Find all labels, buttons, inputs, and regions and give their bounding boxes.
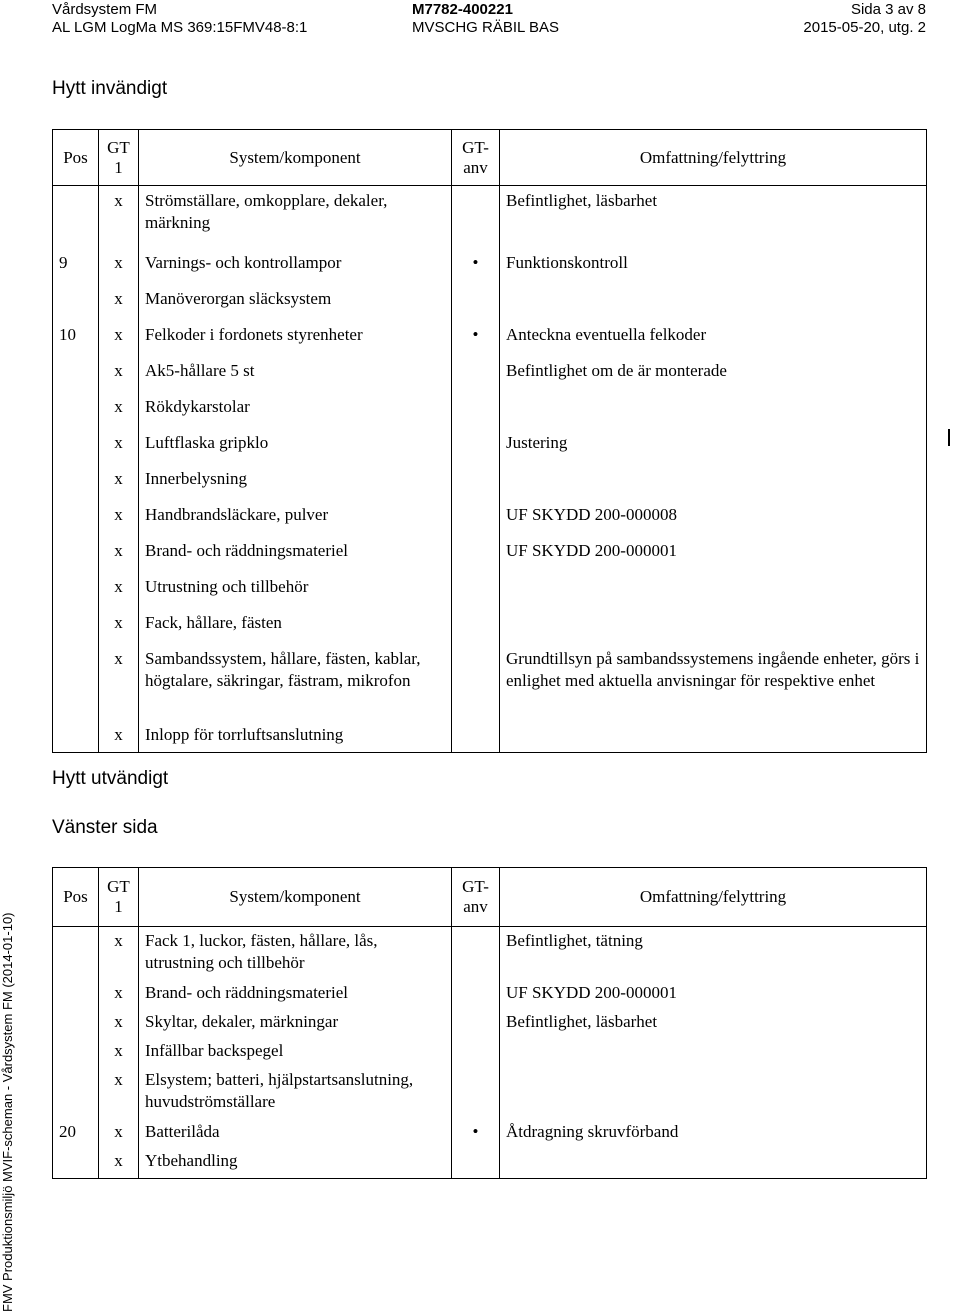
cell-omfattning: Anteckna eventuella felkoder — [500, 317, 927, 353]
table-row — [53, 497, 927, 533]
cell-gt1: x — [99, 979, 139, 1008]
cell-omfattning: Befintlighet, tätning — [500, 927, 927, 979]
header-row-1 — [52, 1, 926, 19]
cell-gt1: x — [99, 717, 139, 753]
cell-gt1: x — [99, 317, 139, 353]
cell-system: Manöverorgan släcksystem — [139, 281, 452, 317]
col-header-omfattning: Omfattning/felyttring — [500, 130, 927, 186]
cell-gt1: x — [99, 533, 139, 569]
cell-gt1: x — [99, 186, 139, 245]
cell-system: Rökdykarstolar — [139, 389, 452, 425]
cell-pos — [53, 1147, 99, 1179]
table-row — [53, 927, 927, 979]
cell-gt1: x — [99, 1008, 139, 1037]
cell-system: Felkoder i fordonets styrenheter — [139, 317, 452, 353]
table-row — [53, 533, 927, 569]
cell-pos — [53, 497, 99, 533]
cell-gt1: x — [99, 1147, 139, 1179]
cell-gt-anv — [452, 186, 500, 245]
cell-gt1: x — [99, 605, 139, 641]
table-body — [53, 186, 927, 753]
cell-omfattning — [500, 605, 927, 641]
cell-pos — [53, 1066, 99, 1118]
cell-system: Sambandssystem, hållare, fästen, kablar, högtalare, säkringar, fästram, mikrofon — [139, 641, 452, 717]
cell-gt-anv: • — [452, 245, 500, 281]
table-body — [53, 927, 927, 1179]
table-row — [53, 245, 927, 281]
table-hytt-invandigt — [52, 129, 927, 753]
section-title-hytt-invandigt: Hytt invändigt — [52, 78, 168, 99]
cell-gt1: x — [99, 641, 139, 717]
cell-system: Luftflaska gripklo — [139, 425, 452, 461]
cell-gt-anv — [452, 281, 500, 317]
table-row — [53, 979, 927, 1008]
table-hytt-utvandigt — [52, 867, 927, 1179]
section-subtitle-vanster-sida: Vänster sida — [52, 817, 158, 838]
table-row — [53, 605, 927, 641]
cell-omfattning — [500, 281, 927, 317]
cell-gt-anv — [452, 717, 500, 753]
cell-system: Elsystem; batteri, hjälpstartsanslutning, huvudströmställare — [139, 1066, 452, 1118]
cell-pos — [53, 979, 99, 1008]
revision-bar — [948, 429, 950, 446]
table-row — [53, 641, 927, 717]
cell-gt1: x — [99, 1037, 139, 1066]
cell-gt-anv — [452, 569, 500, 605]
cell-gt1: x — [99, 281, 139, 317]
table-row — [53, 281, 927, 317]
cell-gt-anv — [452, 605, 500, 641]
cell-gt1: x — [99, 1066, 139, 1118]
cell-system: Strömställare, omkopplare, dekaler, märkning — [139, 186, 452, 245]
cell-gt-anv: • — [452, 317, 500, 353]
cell-omfattning: Funktionskontroll — [500, 245, 927, 281]
col-header-gt1: GT 1 — [99, 868, 139, 927]
cell-gt-anv — [452, 1037, 500, 1066]
cell-omfattning — [500, 1037, 927, 1066]
cell-omfattning — [500, 569, 927, 605]
cell-system: Ytbehandling — [139, 1147, 452, 1179]
table-row — [53, 317, 927, 353]
table-row — [53, 1008, 927, 1037]
header-row-2 — [52, 19, 926, 37]
col-header-gt1: GT 1 — [99, 130, 139, 186]
cell-omfattning: Åtdragning skruvförband — [500, 1118, 927, 1147]
cell-system: Skyltar, dekaler, märkningar — [139, 1008, 452, 1037]
cell-gt1: x — [99, 245, 139, 281]
cell-system: Ak5-hållare 5 st — [139, 353, 452, 389]
cell-gt1: x — [99, 569, 139, 605]
cell-pos — [53, 717, 99, 753]
cell-gt-anv — [452, 533, 500, 569]
cell-pos: 20 — [53, 1118, 99, 1147]
cell-gt-anv — [452, 497, 500, 533]
cell-pos — [53, 533, 99, 569]
col-header-pos: Pos — [53, 868, 99, 927]
col-header-gt-anv: GT- anv — [452, 868, 500, 927]
cell-gt-anv — [452, 1008, 500, 1037]
table-row — [53, 717, 927, 753]
table-row — [53, 1066, 927, 1118]
cell-omfattning: UF SKYDD 200-000008 — [500, 497, 927, 533]
cell-pos — [53, 605, 99, 641]
table-row — [53, 461, 927, 497]
cell-pos: 9 — [53, 245, 99, 281]
cell-system: Inlopp för torrluftsanslutning — [139, 717, 452, 753]
cell-omfattning — [500, 461, 927, 497]
table-row — [53, 569, 927, 605]
cell-gt-anv — [452, 1147, 500, 1179]
sidebar-footer-text: FMV Produktionsmiljö MVIF-scheman - Vårdsystem FM (2014-01-10) — [0, 912, 15, 1312]
cell-omfattning: UF SKYDD 200-000001 — [500, 979, 927, 1008]
cell-pos — [53, 1037, 99, 1066]
col-header-pos: Pos — [53, 130, 99, 186]
cell-gt-anv: • — [452, 1118, 500, 1147]
cell-pos — [53, 353, 99, 389]
cell-pos — [53, 425, 99, 461]
header-reference: AL LGM LogMa MS 369:15FMV48-8:1 — [52, 19, 308, 36]
cell-system: Innerbelysning — [139, 461, 452, 497]
cell-system: Brand- och räddningsmateriel — [139, 979, 452, 1008]
cell-pos — [53, 1008, 99, 1037]
cell-gt-anv — [452, 461, 500, 497]
table-row — [53, 1037, 927, 1066]
cell-gt1: x — [99, 927, 139, 979]
cell-omfattning: Befintlighet, läsbarhet — [500, 1008, 927, 1037]
cell-gt1: x — [99, 353, 139, 389]
col-header-omfattning: Omfattning/felyttring — [500, 868, 927, 927]
section-title-hytt-utvandigt: Hytt utvändigt — [52, 768, 169, 789]
cell-pos — [53, 281, 99, 317]
header-document-number: M7782-400221 — [412, 1, 513, 18]
cell-pos — [53, 461, 99, 497]
cell-pos — [53, 927, 99, 979]
col-header-gt-anv: GT- anv — [452, 130, 500, 186]
cell-omfattning — [500, 1066, 927, 1118]
table-row — [53, 186, 927, 245]
header-date-edition: 2015-05-20, utg. 2 — [803, 19, 926, 36]
cell-gt-anv — [452, 979, 500, 1008]
cell-pos — [53, 186, 99, 245]
col-header-system: System/komponent — [139, 130, 452, 186]
cell-system: Handbrandsläckare, pulver — [139, 497, 452, 533]
cell-system: Infällbar backspegel — [139, 1037, 452, 1066]
table-header-row — [53, 868, 927, 927]
cell-gt1: x — [99, 389, 139, 425]
cell-system: Batterilåda — [139, 1118, 452, 1147]
cell-system: Brand- och räddningsmateriel — [139, 533, 452, 569]
cell-gt-anv — [452, 641, 500, 717]
cell-system: Fack, hållare, fästen — [139, 605, 452, 641]
cell-omfattning — [500, 1147, 927, 1179]
table-header-row — [53, 130, 927, 186]
cell-gt-anv — [452, 353, 500, 389]
cell-gt1: x — [99, 461, 139, 497]
page-header — [52, 1, 926, 37]
table-row — [53, 389, 927, 425]
cell-omfattning — [500, 389, 927, 425]
cell-gt1: x — [99, 497, 139, 533]
cell-gt-anv — [452, 927, 500, 979]
cell-gt1: x — [99, 425, 139, 461]
table-row — [53, 353, 927, 389]
table-row — [53, 1147, 927, 1179]
cell-pos — [53, 389, 99, 425]
cell-pos — [53, 641, 99, 717]
cell-gt-anv — [452, 389, 500, 425]
cell-omfattning: UF SKYDD 200-000001 — [500, 533, 927, 569]
cell-gt1: x — [99, 1118, 139, 1147]
header-system-name: Vårdsystem FM — [52, 1, 158, 18]
cell-system: Utrustning och tillbehör — [139, 569, 452, 605]
cell-omfattning: Justering — [500, 425, 927, 461]
cell-omfattning: Befintlighet, läsbarhet — [500, 186, 927, 245]
cell-gt-anv — [452, 425, 500, 461]
header-vehicle: MVSCHG RÄBIL BAS — [412, 19, 559, 36]
cell-pos — [53, 569, 99, 605]
cell-omfattning: Grundtillsyn på sambandssystemens ingående enheter, görs i enlighet med aktuella anvisningar för respektive enhet — [500, 641, 927, 717]
header-page-number: Sida 3 av 8 — [850, 1, 926, 18]
table-row — [53, 1118, 927, 1147]
cell-omfattning — [500, 717, 927, 753]
cell-omfattning: Befintlighet om de är monterade — [500, 353, 927, 389]
col-header-system: System/komponent — [139, 868, 452, 927]
cell-pos: 10 — [53, 317, 99, 353]
table-row — [53, 425, 927, 461]
cell-gt-anv — [452, 1066, 500, 1118]
cell-system: Varnings- och kontrollampor — [139, 245, 452, 281]
cell-system: Fack 1, luckor, fästen, hållare, lås, utrustning och tillbehör — [139, 927, 452, 979]
